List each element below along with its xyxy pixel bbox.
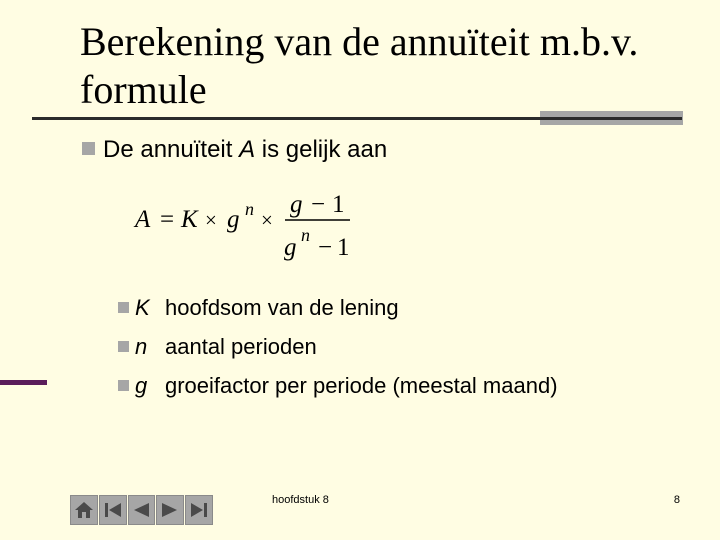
previous-icon: [130, 500, 152, 520]
denominator-one: 1: [337, 234, 350, 261]
main-bullet: [82, 136, 387, 164]
denominator-exponent-n: n: [301, 225, 310, 245]
numerator-minus: −: [311, 191, 326, 218]
next-icon: [159, 500, 181, 520]
definition-item: [118, 327, 558, 366]
first-slide-button[interactable]: [99, 495, 127, 525]
definition-symbol: g: [135, 373, 148, 398]
formula-lhs: A: [135, 206, 151, 233]
definition-item: [118, 366, 558, 405]
definition-symbol: K: [135, 295, 150, 320]
definition-list: [118, 288, 558, 405]
formula-g: g: [227, 206, 240, 233]
home-icon: [73, 500, 95, 520]
definition-text: aantal perioden: [165, 334, 317, 359]
home-button[interactable]: [70, 495, 98, 525]
page-number: 8: [673, 494, 680, 506]
bullet-text-post: is gelijk aan: [255, 136, 388, 163]
formula-times-2: ×: [261, 208, 273, 232]
formula-times-1: ×: [205, 208, 217, 232]
formula-K: K: [181, 206, 198, 233]
bullet-square-icon: [82, 142, 95, 155]
definition-item: [118, 288, 558, 327]
numerator-g: g: [290, 191, 303, 218]
previous-slide-button[interactable]: [128, 495, 156, 525]
last-icon: [188, 500, 210, 520]
definition-symbol: n: [135, 334, 148, 359]
slide-title: Berekening van de annuïteit m.b.v. formule: [80, 19, 639, 112]
title-rule: [32, 117, 682, 120]
denominator-minus: −: [318, 234, 333, 261]
bullet-text-pre: De annuïteit: [103, 136, 240, 163]
slide-navigation: [70, 495, 213, 525]
next-slide-button[interactable]: [156, 495, 184, 525]
footer-chapter: hoofdstuk 8: [272, 494, 329, 506]
definition-text: hoofdsom van de lening: [165, 295, 399, 320]
formula-exponent-n: n: [245, 199, 254, 219]
first-icon: [102, 500, 124, 520]
bullet-text-var: A: [239, 136, 256, 163]
definition-text: groeifactor per periode (meestal maand): [165, 373, 558, 398]
bullet-square-icon: [118, 341, 129, 352]
left-sidebar-decoration: [0, 0, 46, 385]
last-slide-button[interactable]: [185, 495, 213, 525]
denominator-g: g: [284, 234, 297, 261]
left-accent-bar: [0, 380, 47, 385]
formula-equals: =: [160, 206, 175, 233]
bullet-square-icon: [118, 302, 129, 313]
annuity-formula: [130, 185, 370, 265]
bullet-square-icon: [118, 380, 129, 391]
numerator-one: 1: [332, 191, 345, 218]
